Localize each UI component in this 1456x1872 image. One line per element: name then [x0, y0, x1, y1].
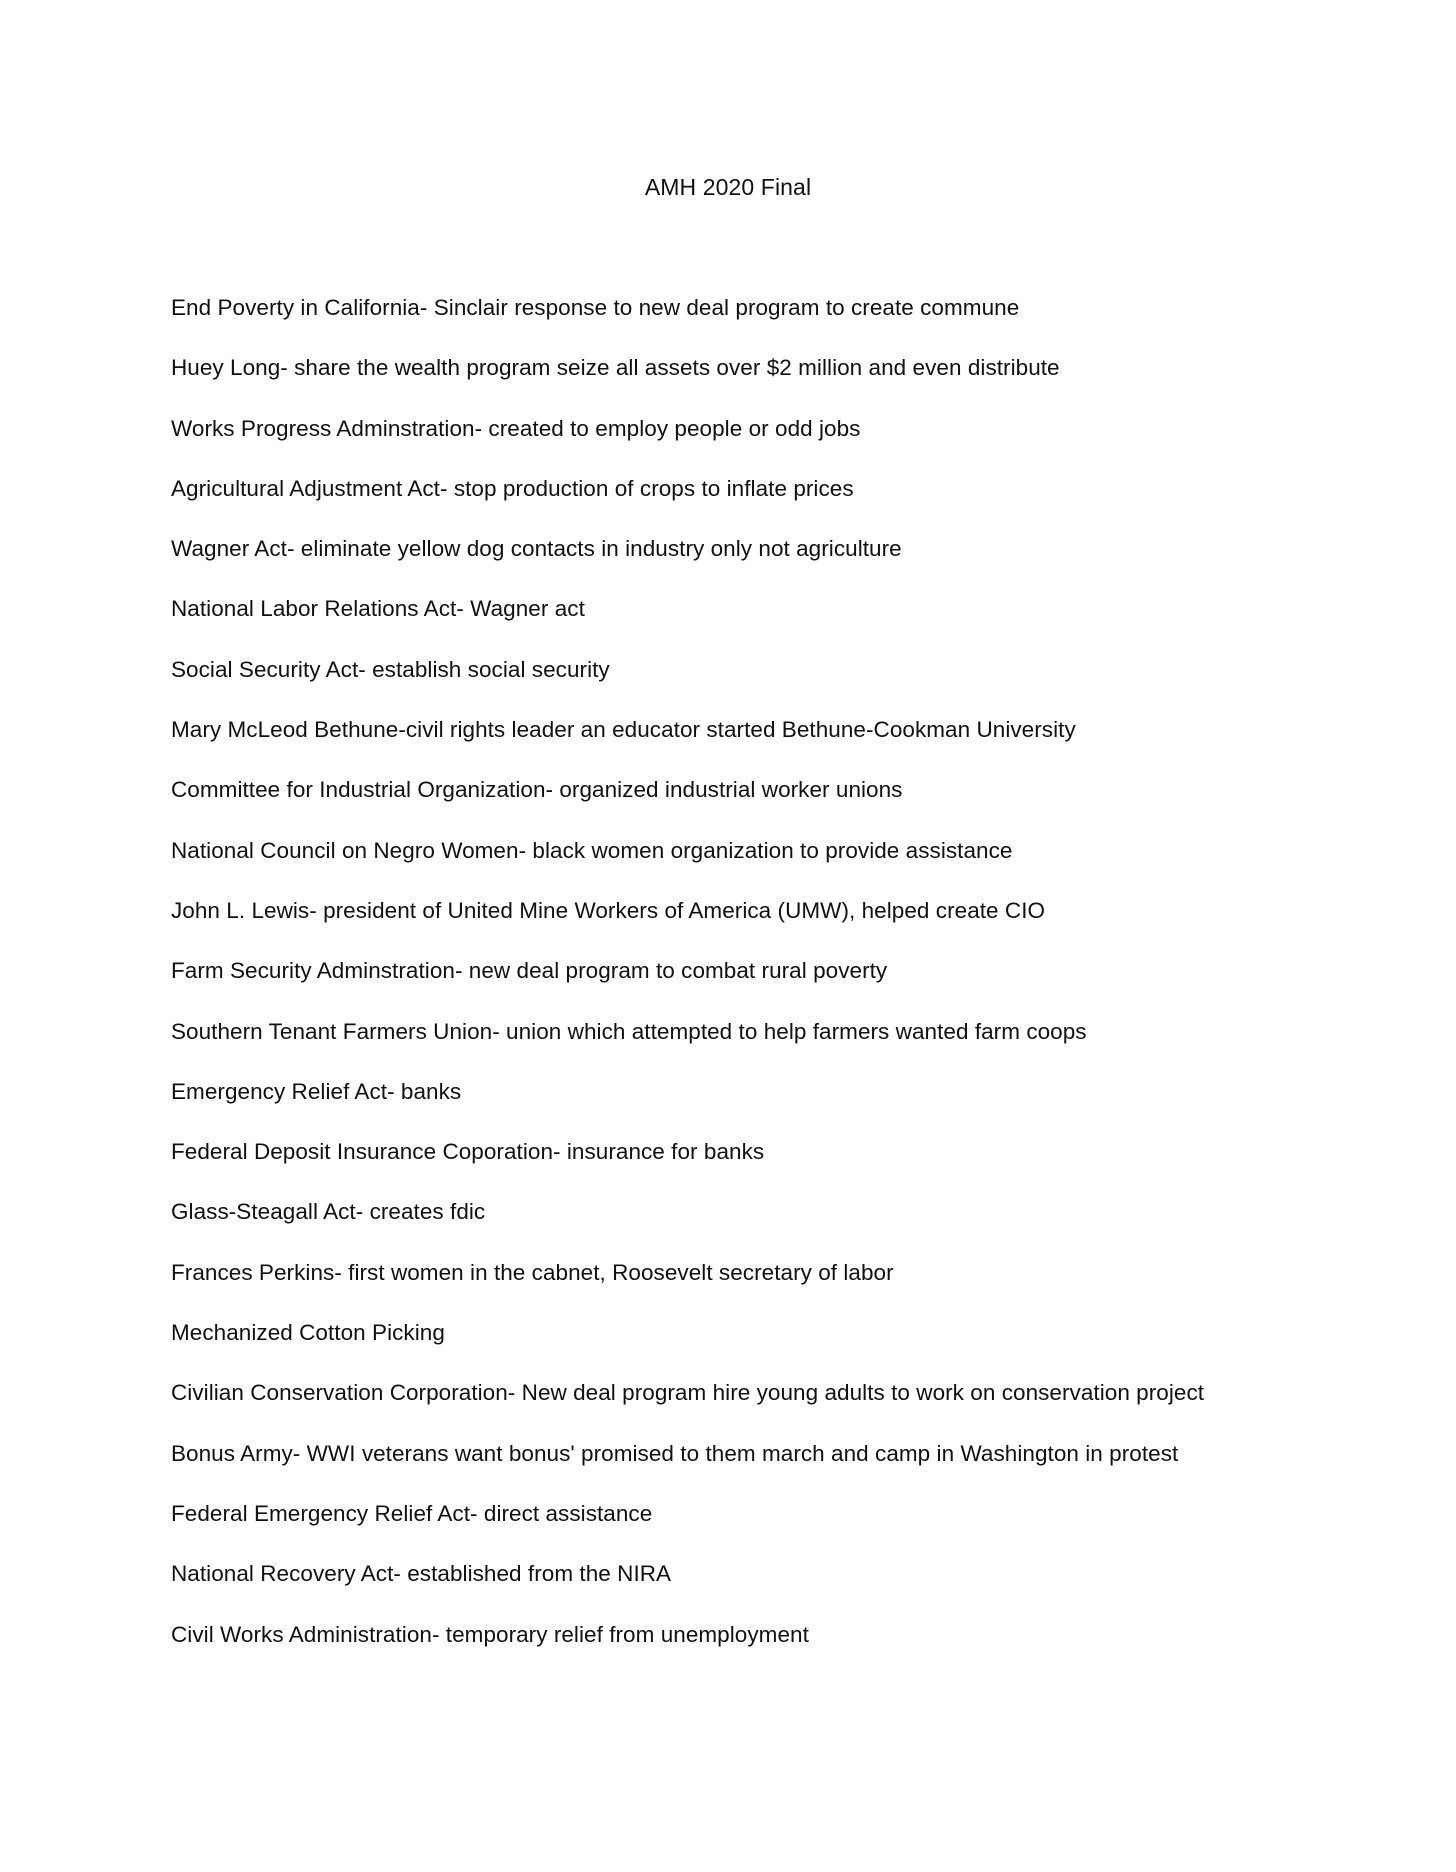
- term-entry: Agricultural Adjustment Act- stop production of crops to inflate prices: [171, 475, 854, 501]
- document-title: AMH 2020 Final: [644, 174, 812, 200]
- term-entry: Farm Security Adminstration- new deal program to combat rural poverty: [171, 958, 888, 984]
- term-entry: Social Security Act- establish social security: [171, 656, 610, 682]
- term-entry: Federal Emergency Relief Act- direct assistance: [171, 1500, 653, 1526]
- term-entry: Works Progress Adminstration- created to employ people or odd jobs: [171, 415, 861, 441]
- term-entry: Southern Tenant Farmers Union- union which attempted to help farmers wanted farm coops: [171, 1018, 1087, 1044]
- term-entry: Glass-Steagall Act- creates fdic: [171, 1199, 486, 1225]
- term-entry: Committee for Industrial Organization- organized industrial worker unions: [171, 777, 903, 803]
- term-entry: Frances Perkins- first women in the cabnet, Roosevelt secretary of labor: [171, 1259, 894, 1285]
- term-entry: Mary McLeod Bethune-civil rights leader an educator started Bethune-Cookman University: [171, 717, 1076, 743]
- term-entry: Civilian Conservation Corporation- New deal program hire young adults to work on conservation project: [171, 1380, 1205, 1406]
- term-entry: Mechanized Cotton Picking: [171, 1320, 445, 1346]
- term-list: [171, 293, 1351, 1680]
- term-entry: Federal Deposit Insurance Coporation- insurance for banks: [171, 1139, 765, 1165]
- term-entry: Civil Works Administration- temporary relief from unemployment: [171, 1621, 809, 1647]
- term-entry: Bonus Army- WWI veterans want bonus' promised to them march and camp in Washington in protest: [171, 1440, 1179, 1466]
- term-entry: National Labor Relations Act- Wagner act: [171, 596, 585, 622]
- term-entry: Wagner Act- eliminate yellow dog contacts in industry only not agriculture: [171, 536, 902, 562]
- term-entry: John L. Lewis- president of United Mine Workers of America (UMW), helped create CIO: [171, 897, 1046, 923]
- term-entry: End Poverty in California- Sinclair response to new deal program to create commune: [171, 295, 1020, 320]
- term-entry: National Council on Negro Women- black women organization to provide assistance: [171, 837, 1013, 863]
- term-entry: Huey Long- share the wealth program seize all assets over $2 million and even distribute: [171, 355, 1060, 381]
- term-entry: Emergency Relief Act- banks: [171, 1078, 462, 1104]
- term-entry: National Recovery Act- established from the NIRA: [171, 1561, 672, 1587]
